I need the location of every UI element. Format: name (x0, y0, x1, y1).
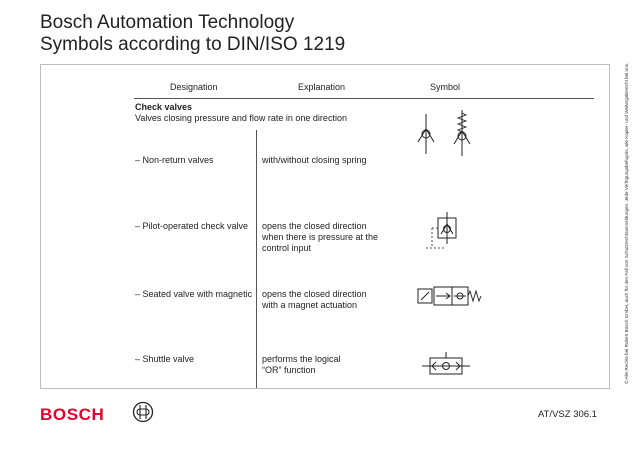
row-seated-designation: – Seated valve with magnetic (135, 289, 253, 299)
row-pilot-explanation-2: when there is pressure at the (262, 232, 379, 242)
spring-check-valve-icon (450, 108, 478, 158)
column-header-designation: Designation (170, 82, 218, 92)
shuttle-valve-icon (422, 352, 472, 382)
copyright-note: © Alle Rechte bei Robert Bosch GmbH, auch für den Fall von Schutzrechtsanmeldungen. Jede Verfügungsbefugnis, wie Kopier- und Weitergaberecht bei uns. (624, 62, 629, 384)
document-code: AT/VSZ 306.1 (538, 409, 597, 420)
header-rule (134, 98, 594, 99)
pilot-check-valve-icon (424, 212, 464, 256)
section-title: Check valves (135, 102, 193, 112)
row-seated-explanation-1: opens the closed direction (262, 289, 367, 299)
column-header-symbol: Symbol (430, 82, 461, 92)
check-valve-icon (412, 112, 440, 156)
section-subtitle: Valves closing pressure and flow rate in one direction (135, 113, 347, 123)
page-title-line2: Symbols according to DIN/ISO 1219 (40, 34, 346, 55)
page-title-line1: Bosch Automation Technology (40, 12, 295, 33)
row-nonreturn-explanation: with/without closing spring (262, 155, 367, 165)
row-shuttle-designation: – Shuttle valve (135, 354, 195, 364)
solenoid-seated-valve-icon (412, 284, 482, 308)
row-seated-explanation-2: with a magnet actuation (262, 300, 358, 310)
row-pilot-explanation-3: control input (262, 243, 312, 253)
bosch-logo: BOSCH (40, 405, 105, 424)
row-shuttle-explanation-1: performs the logical (262, 354, 341, 364)
column-divider (256, 130, 257, 388)
bosch-armature-icon (132, 401, 154, 423)
row-nonreturn-designation: – Non-return valves (135, 155, 214, 165)
row-pilot-designation: – Pilot-operated check valve (135, 221, 249, 231)
row-shuttle-explanation-2: “OR” function (262, 365, 316, 375)
column-header-explanation: Explanation (298, 82, 346, 92)
row-pilot-explanation-1: opens the closed direction (262, 221, 367, 231)
